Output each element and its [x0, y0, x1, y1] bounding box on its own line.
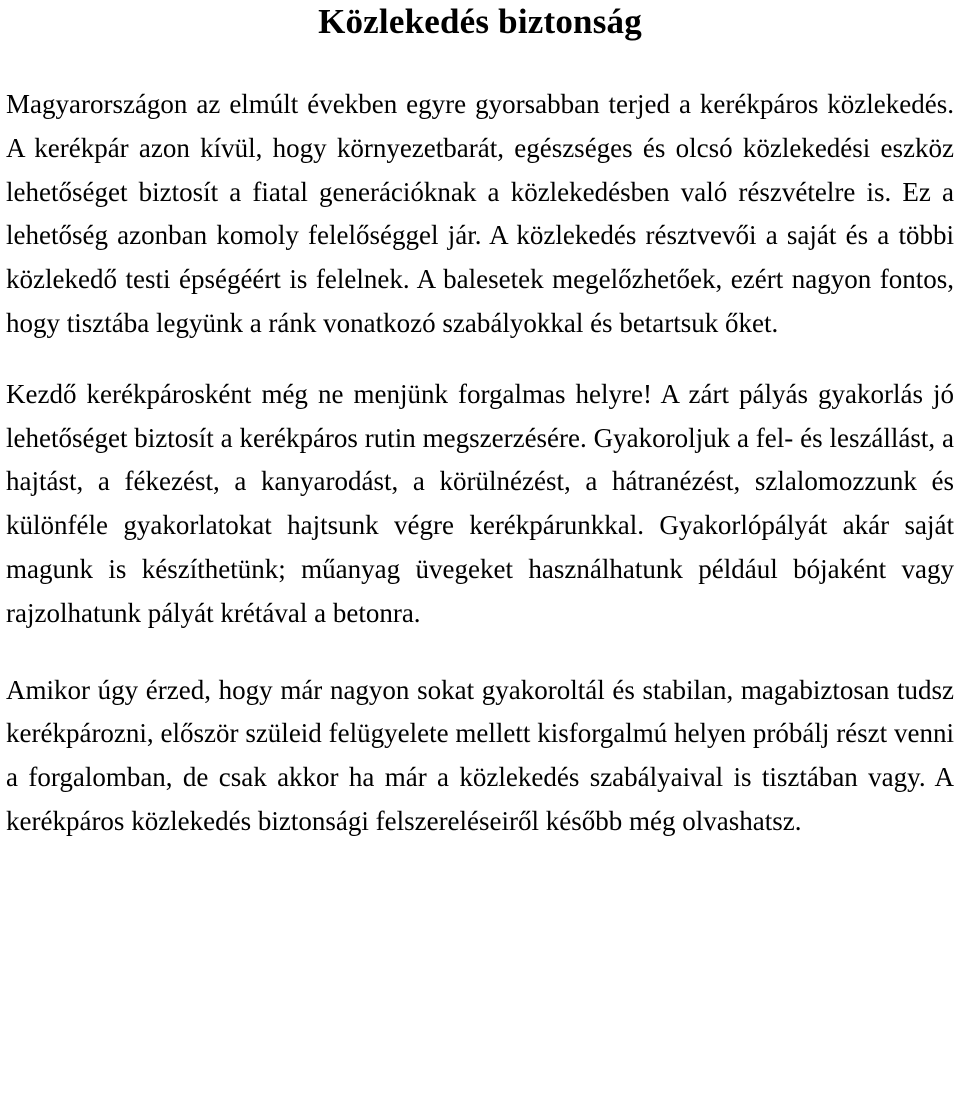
paragraph-traffic: Amikor úgy érzed, hogy már nagyon sokat gyakoroltál és stabilan, magabiztosan tudsz kerékpározni, először szüleid felügyelete mellett kisforgalmú helyen próbálj részt venni a forgalomban, de csak akkor ha már a közlekedés szabályaival is tisztában vagy. A kerékpáros közlekedés biztonsági felszereléseiről később még olvashatsz.	[6, 674, 954, 836]
paragraph-intro: Magyarországon az elmúlt években egyre gyorsabban terjed a kerékpáros közlekedés. A kerékpár azon kívül, hogy környezetbarát, egészséges és olcsó közlekedési eszköz lehetőséget biztosít a fiatal generációknak a közlekedésben való részvételre is. Ez a lehetőség azonban komoly felelőséggel jár. A közlekedés résztvevői a saját és a többi közlekedő testi épségéért is felelnek. A balesetek megelőzhetőek, ezért nagyon fontos, hogy tisztába legyünk a ránk vonatkozó szabályokkal és betartsuk őket.	[6, 89, 954, 338]
paragraph-practice: Kezdő kerékpárosként még ne menjünk forgalmas helyre! A zárt pályás gyakorlás jó lehetőséget biztosít a kerékpáros rutin megszerzésére. Gyakoroljuk a fel- és leszállást, a hajtást, a fékezést, a kanyarodást, a körülnézést, a hátranézést, szlalomozzunk és különféle gyakorlatokat hajtsunk végre kerékpárunkkal. Gyakorlópályát akár saját magunk is készíthetünk; műanyag üvegeket használhatunk például bójaként vagy rajzolhatunk pályát krétával a betonra.	[6, 378, 954, 628]
document-title: Közlekedés biztonság	[318, 2, 642, 41]
